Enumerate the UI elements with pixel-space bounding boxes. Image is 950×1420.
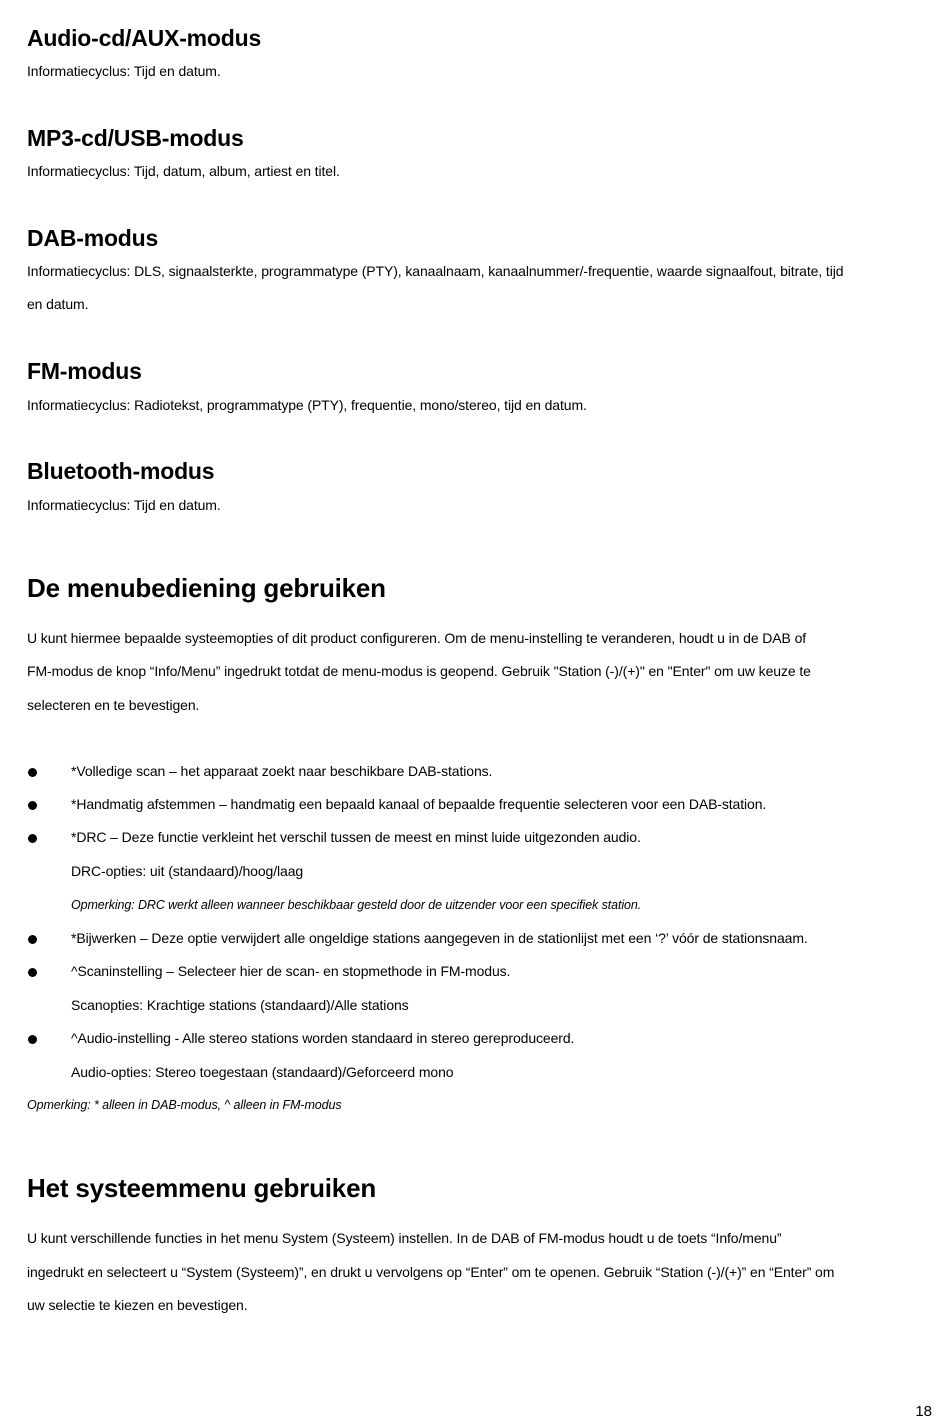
bullet-icon xyxy=(28,768,37,777)
bullet-icon xyxy=(28,935,37,944)
bullet-icon xyxy=(28,968,37,977)
bullet-icon xyxy=(28,1035,37,1044)
menu-intro-line1: U kunt hiermee bepaalde systeemopties of dit product configureren. Om de menu-instelling te veranderen, houdt u in de DAB of xyxy=(27,630,807,646)
fm-heading: FM-modus xyxy=(27,358,142,384)
bullet-icon xyxy=(28,801,37,810)
aux-text: Informatiecyclus: Tijd en datum. xyxy=(27,63,221,79)
bluetooth-text: Informatiecyclus: Tijd en datum. xyxy=(27,497,221,513)
dab-text-line2: en datum. xyxy=(27,296,89,312)
mp3-text: Informatiecyclus: Tijd, datum, album, artiest en titel. xyxy=(27,163,340,179)
menu-item-audio-options: Audio-opties: Stereo toegestaan (standaard)/Geforceerd mono xyxy=(71,1064,454,1080)
menu-item-full-scan: *Volledige scan – het apparaat zoekt naar beschikbare DAB-stations. xyxy=(71,763,493,779)
system-text-line3: uw selectie te kiezen en bevestigen. xyxy=(27,1297,248,1313)
menu-item-scan-options: Scanopties: Krachtige stations (standaard)/Alle stations xyxy=(71,997,409,1013)
menu-item-prune: *Bijwerken – Deze optie verwijdert alle ongeldige stations aangegeven in de stationlijst met een ‘?’ vóór de stationsnaam. xyxy=(71,930,808,946)
dab-text-line1: Informatiecyclus: DLS, signaalsterkte, programmatype (PTY), kanaalnaam, kanaalnummer/-frequentie, waarde signaalfout, bitrate, tijd xyxy=(27,263,844,279)
system-heading: Het systeemmenu gebruiken xyxy=(27,1173,377,1203)
menu-intro-line3: selecteren en te bevestigen. xyxy=(27,697,200,713)
menu-item-drc-note: Opmerking: DRC werkt alleen wanneer beschikbaar gesteld door de uitzender voor een specifiek station. xyxy=(71,898,642,912)
menu-item-drc: *DRC – Deze functie verkleint het verschil tussen de meest en minst luide uitgezonden audio. xyxy=(71,829,641,845)
menu-item-scan-setting: ^Scaninstelling – Selecteer hier de scan- en stopmethode in FM-modus. xyxy=(71,963,511,979)
bluetooth-heading: Bluetooth-modus xyxy=(27,458,215,484)
aux-heading: Audio-cd/AUX-modus xyxy=(27,25,262,51)
menu-heading: De menubediening gebruiken xyxy=(27,573,386,603)
fm-text: Informatiecyclus: Radiotekst, programmatype (PTY), frequentie, mono/stereo, tijd en datum. xyxy=(27,397,587,413)
menu-footnote: Opmerking: * alleen in DAB-modus, ^ alleen in FM-modus xyxy=(27,1098,342,1112)
menu-intro-line2: FM-modus de knop “Info/Menu” ingedrukt totdat de menu-modus is geopend. Gebruik "Station (-)/(+)" en "Enter" om uw keuze te xyxy=(27,663,811,679)
bullet-icon xyxy=(28,834,37,843)
mp3-heading: MP3-cd/USB-modus xyxy=(27,125,244,151)
menu-item-audio-setting: ^Audio-instelling - Alle stereo stations worden standaard in stereo gereproduceerd. xyxy=(71,1030,575,1046)
menu-item-manual-tune: *Handmatig afstemmen – handmatig een bepaald kanaal of bepaalde frequentie selecteren voor een DAB-station. xyxy=(71,796,767,812)
menu-item-drc-options: DRC-opties: uit (standaard)/hoog/laag xyxy=(71,863,304,879)
page-number: 18 xyxy=(915,1403,932,1420)
system-text-line2: ingedrukt en selecteert u “System (Systeem)”, en drukt u vervolgens op “Enter” om te openen. Gebruik “Station (-)/(+)” en “Enter” om xyxy=(27,1264,835,1280)
system-text-line1: U kunt verschillende functies in het menu System (Systeem) instellen. In de DAB of FM-modus houdt u de toets “Info/menu” xyxy=(27,1230,782,1246)
dab-heading: DAB-modus xyxy=(27,225,159,251)
